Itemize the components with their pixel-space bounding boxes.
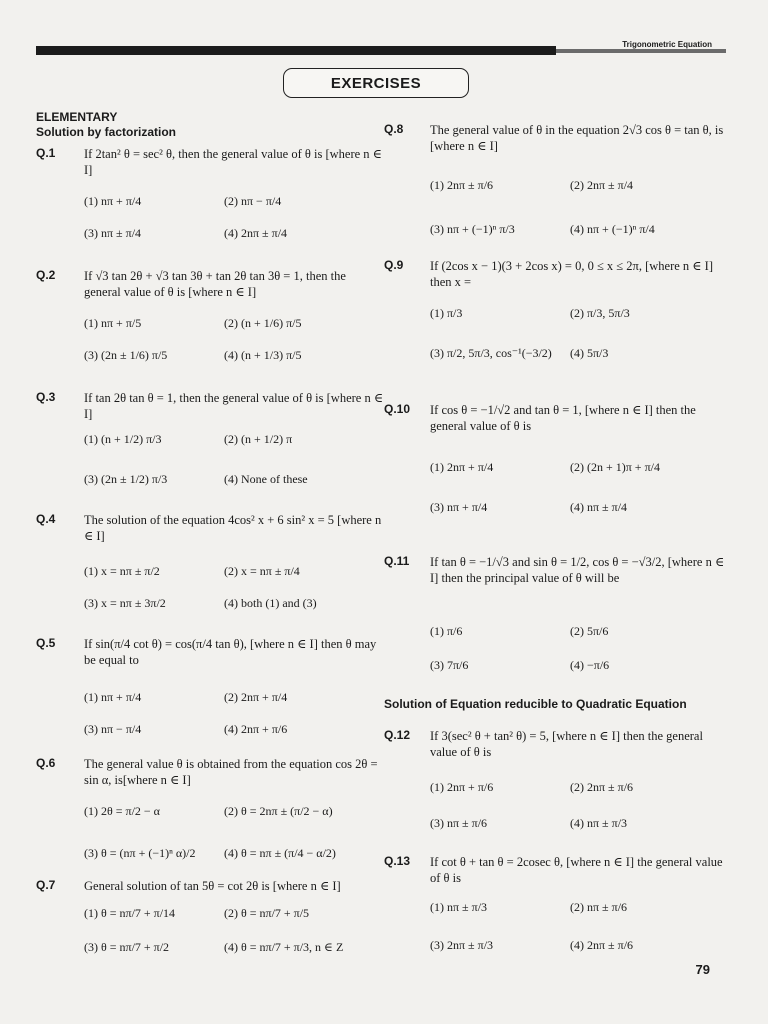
option-3[interactable]: (3) 2nπ ± π/3: [430, 938, 494, 952]
question-number: Q.4: [36, 512, 56, 526]
exercises-title: EXERCISES: [283, 68, 469, 98]
option-2[interactable]: (2) 2nπ + π/4: [224, 690, 288, 704]
question-text: General solution of tan 5θ = cot 2θ is [where n ∈ I]: [84, 879, 341, 893]
option-3[interactable]: (3) (2n ± 1/6) π/5: [84, 348, 168, 362]
page-number: 79: [695, 962, 710, 977]
option-4[interactable]: (4) nπ ± π/3: [570, 816, 628, 830]
option-2[interactable]: (2) (n + 1/6) π/5: [224, 316, 302, 330]
option-1[interactable]: (1) π/6: [430, 624, 463, 638]
option-4[interactable]: (4) 2nπ + π/6: [224, 722, 288, 736]
option-3[interactable]: (3) nπ + (−1)ⁿ π/3: [430, 222, 515, 236]
option-4[interactable]: (4) (n + 1/3) π/5: [224, 348, 302, 362]
option-1[interactable]: (1) 2θ = π/2 − α: [84, 804, 160, 818]
option-4[interactable]: (4) None of these: [224, 472, 308, 486]
option-1[interactable]: (1) nπ + π/4: [84, 194, 142, 208]
option-2[interactable]: (2) (n + 1/2) π: [224, 432, 293, 446]
option-1[interactable]: (1) nπ ± π/3: [430, 900, 488, 914]
option-2[interactable]: (2) θ = 2nπ ± (π/2 − α): [224, 804, 333, 818]
option-1[interactable]: (1) nπ + π/5: [84, 316, 142, 330]
option-3[interactable]: (3) nπ − π/4: [84, 722, 142, 736]
option-4[interactable]: (4) nπ ± π/4: [570, 500, 628, 514]
option-3[interactable]: (3) nπ + π/4: [430, 500, 488, 514]
option-3[interactable]: (3) θ = nπ/7 + π/2: [84, 940, 170, 954]
option-4[interactable]: (4) 2nπ ± π/4: [224, 226, 288, 240]
option-4[interactable]: (4) both (1) and (3): [224, 596, 317, 610]
option-2[interactable]: (2) nπ ± π/6: [570, 900, 628, 914]
question-text: If (2cos x − 1)(3 + 2cos x) = 0, 0 ≤ x ≤ 2π, [where n ∈ I] then x =: [430, 259, 714, 289]
option-4[interactable]: (4) θ = nπ/7 + π/3, n ∈ Z: [224, 940, 344, 954]
question-text: The solution of the equation 4cos² x + 6 sin² x = 5 [where n ∈ I]: [84, 513, 382, 543]
option-4[interactable]: (4) 2nπ ± π/6: [570, 938, 634, 952]
question-text: If 3(sec² θ + tan² θ) = 5, [where n ∈ I] then the general value of θ is: [430, 729, 703, 759]
option-4[interactable]: (4) nπ + (−1)ⁿ π/4: [570, 222, 655, 236]
question-number: Q.1: [36, 146, 56, 160]
question-text: If cot θ + tan θ = 2cosec θ, [where n ∈ I] the general value of θ is: [430, 855, 723, 885]
question-text: If √3 tan 2θ + √3 tan 3θ + tan 2θ tan 3θ = 1, then the general value of θ is [where n ∈ I]: [84, 269, 346, 299]
option-4[interactable]: (4) −π/6: [570, 658, 610, 672]
option-1[interactable]: (1) nπ + π/4: [84, 690, 142, 704]
option-1[interactable]: (1) 2nπ + π/4: [430, 460, 494, 474]
section-quadratic: Solution of Equation reducible to Quadratic Equation: [384, 697, 687, 711]
question-number: Q.13: [384, 854, 411, 868]
question-number: Q.11: [384, 554, 410, 568]
question-text: The general value θ is obtained from the equation cos 2θ = sin α, is[where n ∈ I]: [84, 757, 378, 787]
option-1[interactable]: (1) x = nπ ± π/2: [84, 564, 160, 578]
option-1[interactable]: (1) 2nπ + π/6: [430, 780, 494, 794]
option-2[interactable]: (2) 2nπ ± π/6: [570, 780, 634, 794]
option-3[interactable]: (3) π/2, 5π/3, cos⁻¹(−3/2): [430, 346, 552, 360]
section-elementary: ELEMENTARY: [36, 110, 118, 124]
option-4[interactable]: (4) θ = nπ ± (π/4 − α/2): [224, 846, 336, 860]
option-3[interactable]: (3) θ = (nπ + (−1)ⁿ α)/2: [84, 846, 196, 860]
question-text: If sin(π/4 cot θ) = cos(π/4 tan θ), [where n ∈ I] then θ may be equal to: [84, 637, 377, 667]
option-1[interactable]: (1) π/3: [430, 306, 463, 320]
question-number: Q.8: [384, 122, 404, 136]
option-1[interactable]: (1) 2nπ ± π/6: [430, 178, 494, 192]
option-3[interactable]: (3) nπ ± π/6: [430, 816, 488, 830]
question-number: Q.2: [36, 268, 56, 282]
question-number: Q.5: [36, 636, 56, 650]
option-2[interactable]: (2) (2n + 1)π + π/4: [570, 460, 660, 474]
option-3[interactable]: (3) nπ ± π/4: [84, 226, 142, 240]
option-3[interactable]: (3) (2n ± 1/2) π/3: [84, 472, 168, 486]
option-2[interactable]: (2) π/3, 5π/3: [570, 306, 630, 320]
question-text: If 2tan² θ = sec² θ, then the general value of θ is [where n ∈ I]: [84, 147, 382, 177]
question-number: Q.3: [36, 390, 56, 404]
option-3[interactable]: (3) x = nπ ± 3π/2: [84, 596, 166, 610]
question-number: Q.6: [36, 756, 56, 770]
question-text: If tan θ = −1/√3 and sin θ = 1/2, cos θ = −√3/2, [where n ∈ I] then the principal value of θ will be: [430, 555, 725, 585]
question-text: If cos θ = −1/√2 and tan θ = 1, [where n ∈ I] then the general value of θ is: [430, 403, 696, 433]
question-number: Q.10: [384, 402, 411, 416]
question-number: Q.7: [36, 878, 56, 892]
option-3[interactable]: (3) 7π/6: [430, 658, 469, 672]
option-1[interactable]: (1) (n + 1/2) π/3: [84, 432, 162, 446]
chapter-label: Trigonometric Equation: [622, 40, 712, 49]
option-2[interactable]: (2) nπ − π/4: [224, 194, 282, 208]
option-2[interactable]: (2) 2nπ ± π/4: [570, 178, 634, 192]
question-number: Q.12: [384, 728, 411, 742]
question-text: The general value of θ in the equation 2√3 cos θ = tan θ, is [where n ∈ I]: [430, 123, 724, 153]
option-2[interactable]: (2) x = nπ ± π/4: [224, 564, 300, 578]
option-4[interactable]: (4) 5π/3: [570, 346, 609, 360]
header-rule-bold: [36, 46, 556, 55]
question-text: If tan 2θ tan θ = 1, then the general value of θ is [where n ∈ I]: [84, 391, 384, 421]
question-number: Q.9: [384, 258, 404, 272]
option-1[interactable]: (1) θ = nπ/7 + π/14: [84, 906, 176, 920]
option-2[interactable]: (2) 5π/6: [570, 624, 609, 638]
section-factorization: Solution by factorization: [36, 125, 176, 139]
option-2[interactable]: (2) θ = nπ/7 + π/5: [224, 906, 310, 920]
